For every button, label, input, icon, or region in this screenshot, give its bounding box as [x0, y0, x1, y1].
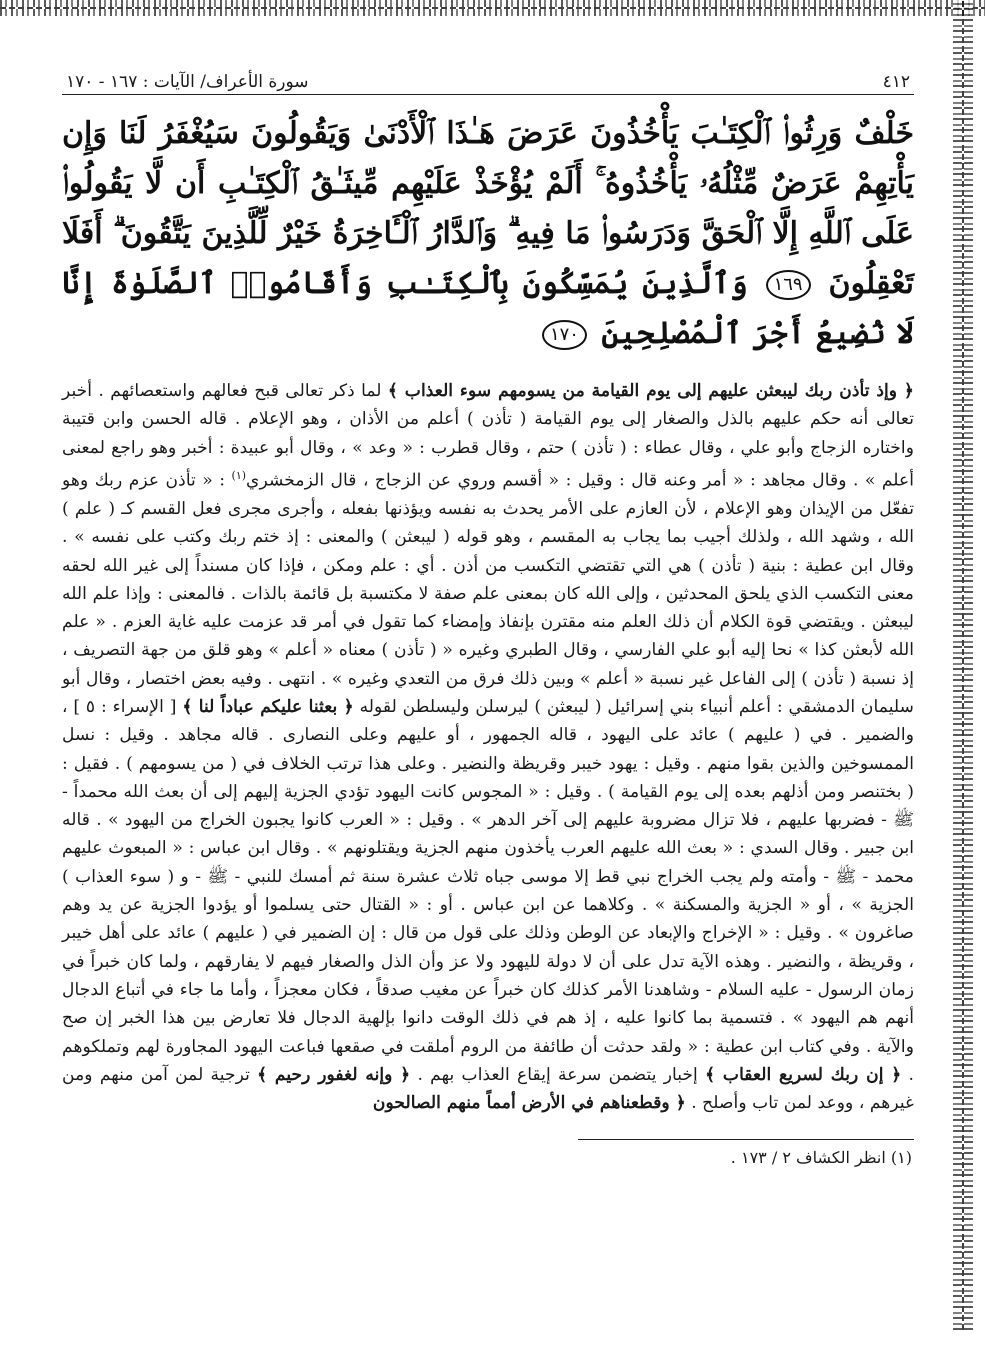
footnote-divider: [578, 1139, 914, 1140]
tafsir-body: [62, 377, 914, 1117]
commentary-text: إخبار يتضمن سرعة إيقاع العذاب بهم .: [417, 1064, 698, 1085]
verse-reference: ﴿ وقطعناهم في الأرض أمماً منهم الصالحون: [372, 1093, 686, 1114]
commentary-text: : « تأذن عزم ربك وهو تفعّل من الإيذان وهو الإعلام ، لأن العازم على الأمر يحدث به نفسه ويؤذنها بفعله ، وأجرى مجرى فعل القسم كـ ( علم ) الله ، وشهد الله ، ولذلك أجيب بما يجاب به المقسم ، وهو قوله ( ليبعثن ) والمعنى : إذ ختم ربك وكتب على نفسه » . وقال ابن عطية : بنية ( تأذن ) هي التي تقتضي التكسب من أذن . أي : علم ومكن ، فإذا كان مسنداً إلى غير الله لحقه معنى التكسب الذي يلحق المحدثين ، وإلى الله كان بمعنى علم صفة لا مكتسبة بل قائمة بالذات . فالمعنى : وإذا علم الله ليبعثن . ويقتضي قوة الكلام أن ذلك العلم منه مقترن بإنفاذ وإمضاء كما تقول في أمر قد عزمت عليه غاية العزم . « علم الله لأبعثن كذا » نحا إليه أبو علي الفارسي ، وقال الطبري وغيره « ( تأذن ) معناه « أعلم » وهو قلق من جهة التصريف ، إذ نسبة ( تأذن ) إلى الفاعل غير نسبة « أعلم » وبين ذلك فرق من التعدي وغيره » . انتهى . وفيه بعض اختصار ، وقال أبو سليمان الدمشقي : أعلم أنبياء بني إسرائيل ( ليبعثن ) ليرسلن وليسلطن لقوله: [62, 470, 914, 717]
decorative-right-border: [953, 0, 973, 1330]
commentary-text: ترجية لمن آمن منهم ومن غيرهم ، ووعد لمن تاب وأصلح .: [62, 1064, 914, 1114]
ayah-marker-170: ١٧٠: [542, 320, 587, 350]
quran-text-1: خَلْفٌ وَرِثُوا۟ ٱلْكِتَـٰبَ يَأْخُذُونَ عَرَضَ هَـٰذَا ٱلْأَدْنَىٰ وَيَقُولُونَ سَيُغْفَرُ لَنَا وَإِن يَأْتِهِمْ عَرَضٌ مِّثْلُهُۥ يَأْخُذُوهُ ۚ أَلَمْ يُؤْخَذْ عَلَيْهِم مِّيثَـٰقُ ٱلْكِتَـٰبِ أَن لَّا يَقُولُوا۟ عَلَى ٱللَّهِ إِلَّا ٱلْحَقَّ وَدَرَسُوا۟ مَا فِيهِ ۗ وَٱلدَّارُ ٱلْـَٔاخِرَةُ خَيْرٌ لِّلَّذِينَ يَتَّقُونَ ۗ أَفَلَا تَعْقِلُونَ: [62, 116, 914, 301]
commentary-text: [ الإسراء : ٥ ] ، والضمير . في ( عليهم ) عائد على اليهود ، قاله الجمهور ، أو عليهم وعلى النصارى . قاله مجاهد . وقيل : نسل الممسوخين والذين بقوا منهم . وقيل : يهود خيبر وقريظة والنضير . وعلى هذا ترتب الخلاف في ( من يسومهم ) . فقيل : ( بختنصر ومن أذلهم بعده إلى يوم القيامة ) . وقيل : « المجوس كانت اليهود تؤدي الجزية إليهم إلى أن بعث الله محمداً - ﷺ - فضربها عليهم ، فلا تزال مضروبة عليهم إلى آخر الدهر » . وقيل : « العرب كانوا يجبون الخراج من اليهود » . قاله ابن جبير . وقال السدي : « بعث الله عليهم العرب يأخذون منهم الجزية ويقتلونهم » . وقال ابن عباس : « المبعوث عليهم محمد - ﷺ - وأمته ولم يجب الخراج نبي قط إلا موسى جباه ثلاث عشرة سنة ثم أمسك للنبي - ﷺ - و ( سوء العذاب ) الجزية » ، أو « الجزية والمسكنة » . وكلاهما عن ابن عباس . أو : « القتال حتى يسلموا أو يؤدوا الجزية عن يد وهم صاغرون » . وقيل : « الإخراج والإبعاد عن الوطن وذلك على قول من قال : إن الضمير في ( عليهم ) عائد على أهل خيبر ، وقريظة ، والنضير . وهذه الآية تدل على أن لا دولة لليهود ولا عز وأن الذل والصغار فيهم لا يفارقهم ، ولما كان خبراً في زمان الرسول - عليه السلام - وشاهدنا الأمر كذلك كان خبراً عن مغيب صدقاً ، فكان معجزاً ، وأما ما جاء في أتباع الدجال أنهم هم اليهود » . فتسمية بما كانوا عليه ، إذ هم في ذلك الوقت دانوا بإلهية الدجال فلا تعارض بين هذا الخبر إن صح والآية . وفي كتاب ابن عطية : « ولقد حدثت أن طائفة من الروم أملقت في صقعها فباعت اليهود المجاورة لهم وتملكوهم .: [62, 697, 915, 1085]
ayah-marker-169: ١٦٩: [766, 270, 811, 300]
verse-reference: ﴿ إن ربك لسريع العقاب ﴾: [705, 1064, 902, 1085]
page-header: [62, 58, 914, 95]
quran-text-2: وَٱلَّذِينَ يُمَسِّكُونَ بِٱلْكِتَـٰبِ وَأَقَامُوا۟ ٱلصَّلَوٰةَ إِنَّا لَا نُضِيعُ أَجْرَ ٱلْمُصْلِحِينَ: [62, 266, 914, 351]
footnote: (١) انظر الكشاف ٢ / ١٧٣ .: [730, 1148, 912, 1168]
verse-reference: ﴿ وإذ تأذن ربك ليبعثن عليهم إلى يوم القيامة من يسومهم سوء العذاب ﴾: [387, 381, 915, 401]
commentary-text: لما ذكر تعالى قبح فعالهم واستعصائهم . أخبر تعالى أنه حكم عليهم بالذل والصغار إلى يوم القيامة ( تأذن ) أعلم من الأذان ، وهو الإعلام . قاله الحسن وابن قتيبة واختاره الزجاج وأبو علي ، وقال عطاء : ( تأذن ) حتم ، وقال قطرب : « وعد » ، وقال أبو عبيدة : أخبر وهو راجع لمعنى أعلم » . وقال مجاهد : « أمر وعنه قال : وقيل : « أقسم وروي عن الزجاج ، قال الزمخشري: [62, 381, 914, 491]
verse-reference: ﴿ وإنه لغفور رحيم ﴾: [257, 1064, 411, 1085]
book-page: [62, 58, 914, 1318]
tafsir-paragraph: [62, 377, 914, 1117]
footnote-marker: (١): [231, 468, 247, 482]
decorative-top-border: [0, 0, 985, 16]
verse-reference: ﴿ بعثنا عليكم عباداً لنا ﴾: [182, 697, 354, 717]
page-number: ٤١٢: [882, 72, 910, 92]
quran-verses: [62, 109, 914, 359]
surah-title: سورة الأعراف/ الآيات : ١٦٧ - ١٧٠: [66, 72, 309, 92]
